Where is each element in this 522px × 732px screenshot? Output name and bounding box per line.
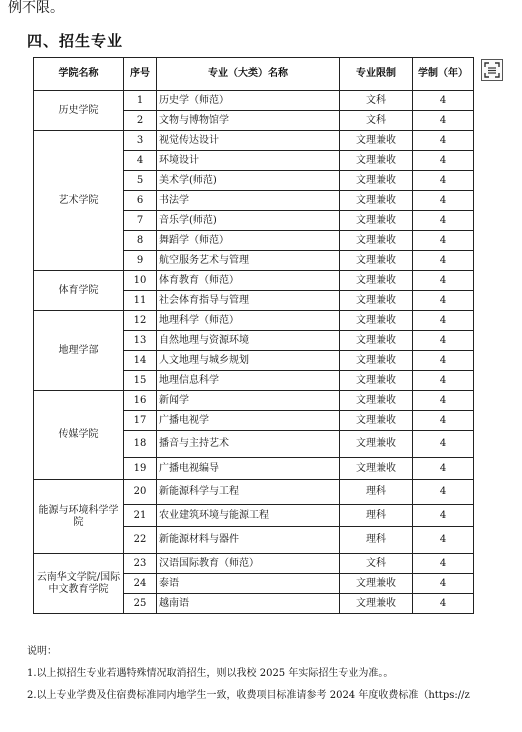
serial-cell: 21 [124, 505, 157, 527]
header-serial: 序号 [124, 58, 157, 91]
table-row [34, 131, 474, 151]
limit-cell: 文理兼收 [340, 411, 413, 431]
major-name-cell: 体育教育（师范） [157, 271, 340, 291]
major-name-cell: 广播电视编导 [157, 458, 340, 480]
years-cell: 4 [413, 505, 474, 527]
major-name-cell: 地理信息科学 [157, 371, 340, 391]
limit-cell: 理科 [340, 505, 413, 527]
years-cell: 4 [413, 211, 474, 231]
years-cell: 4 [413, 480, 474, 505]
section-heading: 四、招生专业 [27, 32, 124, 50]
limit-cell: 文理兼收 [340, 311, 413, 331]
years-cell: 4 [413, 411, 474, 431]
years-cell: 4 [413, 231, 474, 251]
limit-cell: 文理兼收 [340, 351, 413, 371]
limit-cell: 文理兼收 [340, 191, 413, 211]
limit-cell: 文理兼收 [340, 391, 413, 411]
majors-table [33, 57, 474, 614]
note-item: 1.以上拟招生专业若遇特殊情况取消招生，则以我校 2025 年实际招生专业为准。。 [27, 668, 394, 679]
major-name-cell: 文物与博物馆学 [157, 111, 340, 131]
table-body [34, 91, 474, 614]
years-cell: 4 [413, 331, 474, 351]
header-college: 学院名称 [34, 58, 124, 91]
limit-cell: 理科 [340, 480, 413, 505]
limit-cell: 文理兼收 [340, 594, 413, 614]
years-cell: 4 [413, 574, 474, 594]
years-cell: 4 [413, 371, 474, 391]
limit-cell: 文理兼收 [340, 171, 413, 191]
major-name-cell: 农业建筑环境与能源工程 [157, 505, 340, 527]
serial-cell: 23 [124, 554, 157, 574]
header-years: 学制（年） [413, 58, 474, 91]
serial-cell: 6 [124, 191, 157, 211]
serial-cell: 4 [124, 151, 157, 171]
header-major: 专业（大类）名称 [157, 58, 340, 91]
major-name-cell: 新闻学 [157, 391, 340, 411]
serial-cell: 9 [124, 251, 157, 271]
years-cell: 4 [413, 554, 474, 574]
years-cell: 4 [413, 151, 474, 171]
serial-cell: 12 [124, 311, 157, 331]
note-item: 2.以上专业学费及住宿费标准同内地学生一致，收费项目标准请参考 2024 年度收费标准（https://z [27, 690, 470, 701]
major-name-cell: 书法学 [157, 191, 340, 211]
table-row [34, 311, 474, 331]
serial-cell: 1 [124, 91, 157, 111]
college-name-cell: 艺术学院 [34, 131, 124, 271]
limit-cell: 文理兼收 [340, 331, 413, 351]
table-row [34, 480, 474, 505]
serial-cell: 24 [124, 574, 157, 594]
limit-cell: 文理兼收 [340, 251, 413, 271]
years-cell: 4 [413, 527, 474, 554]
limit-cell: 文科 [340, 91, 413, 111]
top-text-fragment: 例不限。 [8, 0, 64, 16]
major-name-cell: 视觉传达设计 [157, 131, 340, 151]
years-cell: 4 [413, 431, 474, 458]
serial-cell: 8 [124, 231, 157, 251]
college-name-cell: 传媒学院 [34, 391, 124, 480]
serial-cell: 25 [124, 594, 157, 614]
table-header-row [34, 58, 474, 91]
college-name-cell: 地理学部 [34, 311, 124, 391]
table-row [34, 91, 474, 111]
serial-cell: 13 [124, 331, 157, 351]
limit-cell: 文科 [340, 554, 413, 574]
major-name-cell: 播音与主持艺术 [157, 431, 340, 458]
serial-cell: 16 [124, 391, 157, 411]
major-name-cell: 越南语 [157, 594, 340, 614]
years-cell: 4 [413, 311, 474, 331]
header-limit: 专业限制 [340, 58, 413, 91]
major-name-cell: 环境设计 [157, 151, 340, 171]
major-name-cell: 历史学（师范） [157, 91, 340, 111]
serial-cell: 2 [124, 111, 157, 131]
notes-title: 说明： [27, 646, 57, 657]
serial-cell: 11 [124, 291, 157, 311]
serial-cell: 22 [124, 527, 157, 554]
table-row [34, 554, 474, 574]
table-row [34, 391, 474, 411]
college-name-cell: 能源与环境科学学院 [34, 480, 124, 554]
years-cell: 4 [413, 171, 474, 191]
limit-cell: 理科 [340, 527, 413, 554]
limit-cell: 文理兼收 [340, 211, 413, 231]
limit-cell: 文理兼收 [340, 431, 413, 458]
major-name-cell: 泰语 [157, 574, 340, 594]
limit-cell: 文理兼收 [340, 271, 413, 291]
years-cell: 4 [413, 391, 474, 411]
table-row [34, 271, 474, 291]
major-name-cell: 舞蹈学（师范） [157, 231, 340, 251]
major-name-cell: 汉语国际教育（师范） [157, 554, 340, 574]
serial-cell: 15 [124, 371, 157, 391]
major-name-cell: 新能源科学与工程 [157, 480, 340, 505]
years-cell: 4 [413, 91, 474, 111]
major-name-cell: 广播电视学 [157, 411, 340, 431]
major-name-cell: 人文地理与城乡规划 [157, 351, 340, 371]
limit-cell: 文理兼收 [340, 371, 413, 391]
college-name-cell: 云南华文学院/国际中文教育学院 [34, 554, 124, 614]
major-name-cell: 美术学(师范) [157, 171, 340, 191]
major-name-cell: 音乐学(师范) [157, 211, 340, 231]
limit-cell: 文理兼收 [340, 574, 413, 594]
college-name-cell: 历史学院 [34, 91, 124, 131]
years-cell: 4 [413, 131, 474, 151]
serial-cell: 10 [124, 271, 157, 291]
serial-cell: 17 [124, 411, 157, 431]
years-cell: 4 [413, 191, 474, 211]
serial-cell: 19 [124, 458, 157, 480]
serial-cell: 14 [124, 351, 157, 371]
notes [27, 641, 470, 707]
serial-cell: 7 [124, 211, 157, 231]
major-name-cell: 地理科学（师范） [157, 311, 340, 331]
serial-cell: 18 [124, 431, 157, 458]
years-cell: 4 [413, 291, 474, 311]
limit-cell: 文理兼收 [340, 131, 413, 151]
years-cell: 4 [413, 251, 474, 271]
major-name-cell: 社会体育指导与管理 [157, 291, 340, 311]
years-cell: 4 [413, 351, 474, 371]
serial-cell: 5 [124, 171, 157, 191]
limit-cell: 文科 [340, 111, 413, 131]
limit-cell: 文理兼收 [340, 291, 413, 311]
years-cell: 4 [413, 271, 474, 291]
major-name-cell: 航空服务艺术与管理 [157, 251, 340, 271]
limit-cell: 文理兼收 [340, 231, 413, 251]
major-name-cell: 新能源材料与器件 [157, 527, 340, 554]
major-name-cell: 自然地理与资源环境 [157, 331, 340, 351]
limit-cell: 文理兼收 [340, 151, 413, 171]
college-name-cell: 体育学院 [34, 271, 124, 311]
years-cell: 4 [413, 594, 474, 614]
years-cell: 4 [413, 111, 474, 131]
serial-cell: 3 [124, 131, 157, 151]
serial-cell: 20 [124, 480, 157, 505]
years-cell: 4 [413, 458, 474, 480]
limit-cell: 文理兼收 [340, 458, 413, 480]
scan-icon[interactable] [481, 59, 503, 81]
